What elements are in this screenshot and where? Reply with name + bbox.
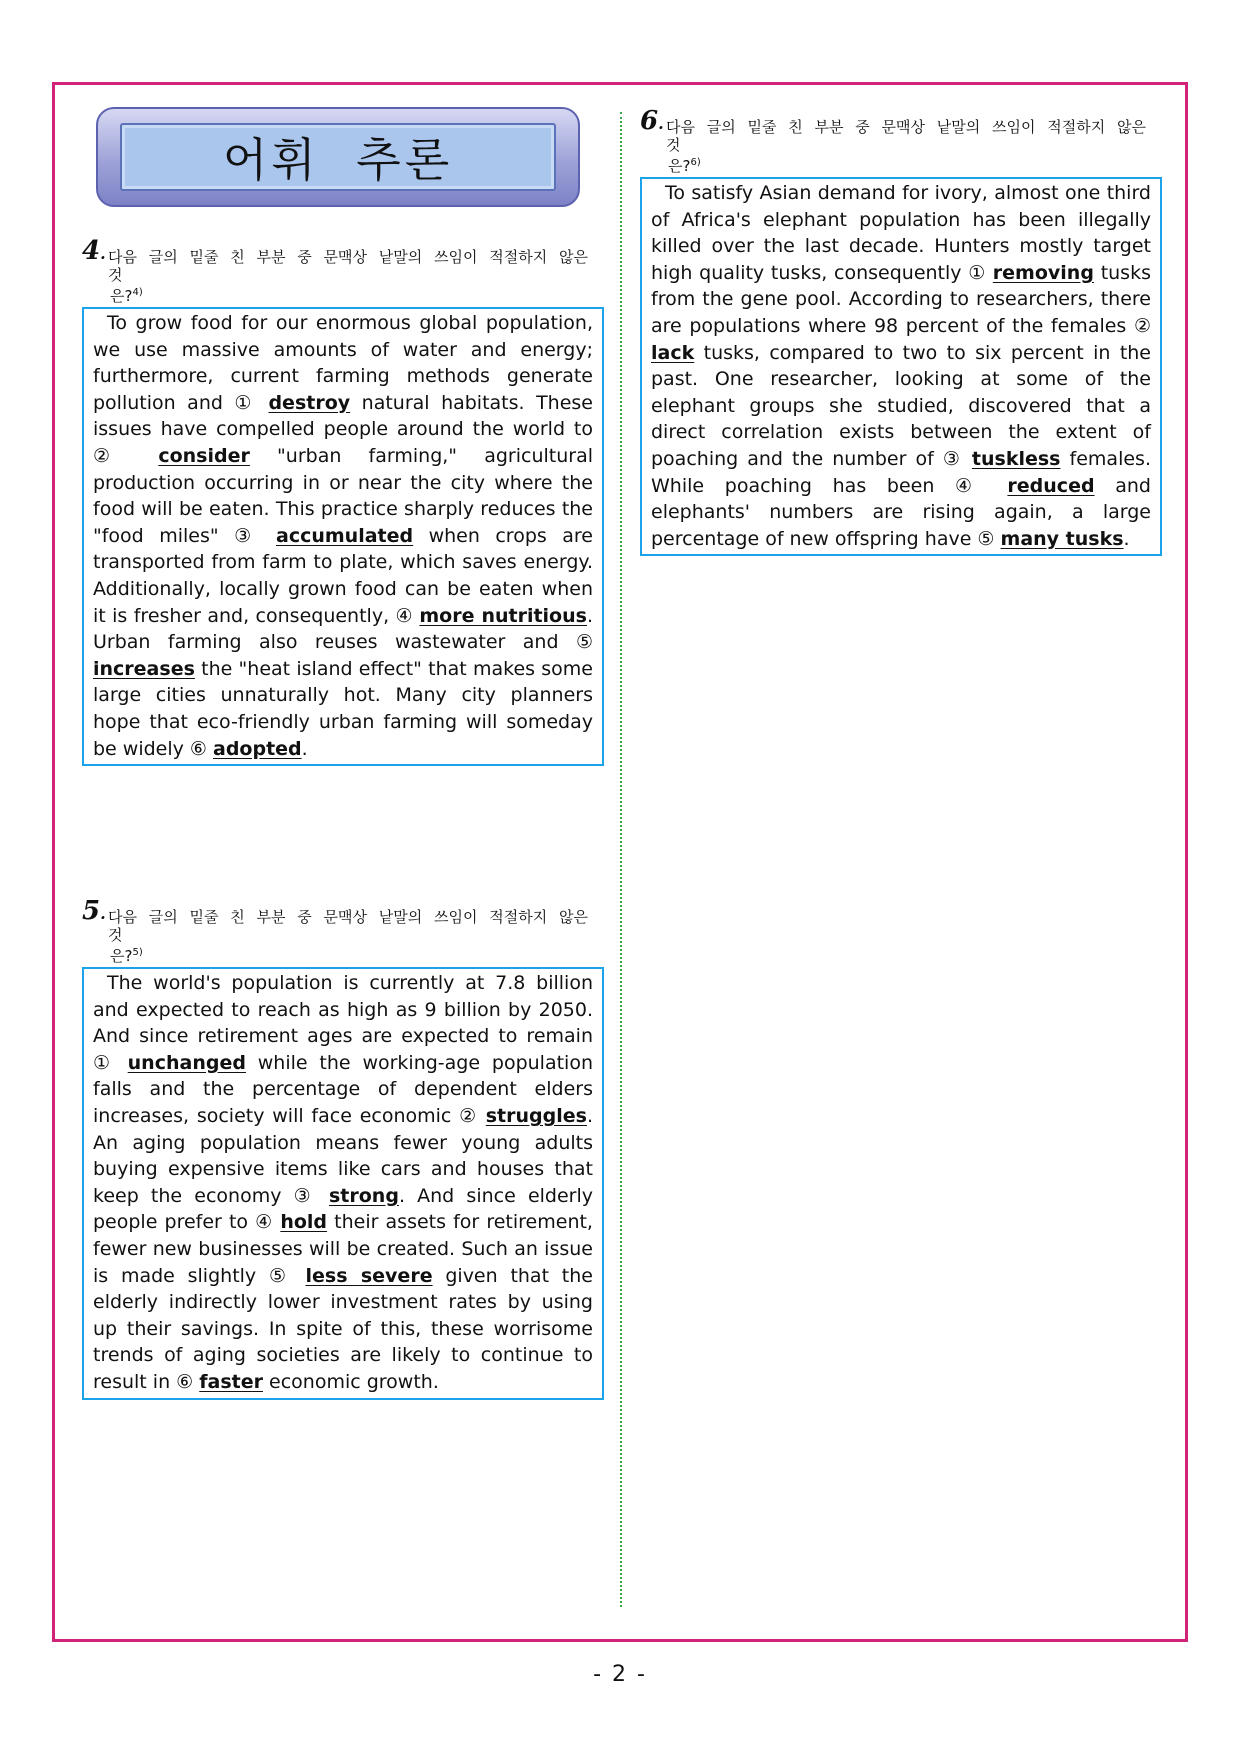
passage-segment: economic growth. [262,1370,439,1393]
question-5 [82,896,604,1400]
passage-segment: The world's population is currently at 7.8 billion and expected to reach as high as 9 billion by 2050. And since retirement ages are expected to remain ① [93,972,593,1074]
passage-segment: To satisfy Asian demand for ivory, almost one third of Africa's elephant population has been illegally killed over the last decade. Hunters mostly target high quality tusks, consequently ① [651,182,1151,284]
underlined-word: hold [280,1211,328,1234]
passage-box [82,307,604,766]
underlined-word: increases [93,657,195,680]
question-number: 4. [82,236,106,266]
passage-segment: given that the elderly indirectly lower investment rates by using up their savings. In spite of this, these worrisome trends of aging societies are likely to continue to result in ⑥ [93,1264,593,1393]
underlined-word: more nutritious [419,604,587,627]
passage-segment: natural habitats. These issues have compelled people around the world to ② [93,391,594,467]
passage-segment: . An aging population means fewer young adults buying expensive items like cars and houses that keep the economy ③ [93,1104,593,1207]
passage-box [640,177,1162,556]
section-banner [96,107,580,207]
underlined-word: faster [199,1370,263,1393]
passage-box [82,967,604,1400]
underlined-word: reduced [1007,474,1095,497]
passage-segment: tusks from the gene pool. According to researchers, there are populations where 98 percent of the females ② [651,261,1151,337]
passage-segment: when crops are transported from farm to plate, which saves energy. Additionally, locally grown food can be eaten when it is fresher and, consequently, ④ [93,524,593,627]
question-4 [82,236,604,766]
underlined-word: adopted [213,737,302,760]
section-banner-inner [120,123,556,191]
passage-segment: the "heat island effect" that makes some large cities unnaturally hot. Many city planners hope that eco-friendly urban farming will someday be widely ⑥ [93,657,593,760]
underlined-word: struggles [485,1104,587,1127]
passage-segment: while the working-age population falls and the percentage of dependent elders increases, society will face economic ② [93,1051,593,1127]
passage-segment: their assets for retirement, fewer new businesses will be created. Such an issue is made slightly ⑤ [93,1211,593,1287]
passage-segment: tusks, compared to two to six percent in the past. One researcher, looking at some of the elephant groups she studied, discovered that a direct correlation exists between the extent of poaching and the number of ③ [651,341,1151,470]
question-number: 6. [640,106,664,136]
underlined-word: accumulated [276,524,414,547]
underlined-word: destroy [268,391,351,414]
question-number: 5. [82,896,106,926]
passage-segment: . [301,737,308,760]
underlined-word: less severe [305,1264,433,1287]
passage-segment: and elephants' numbers are rising again, a large percentage of new offspring have ⑤ [651,474,1151,550]
column-divider [620,112,622,1607]
page-number: - 2 - [593,1662,647,1687]
question-5-instruction: 5. 다음 글의 밑줄 친 부분 중 문맥상 낱말의 쓰임이 적절하지 않은 것 은?$^{5)}$ [82,896,588,965]
passage-segment: . Urban farming also reuses wastewater and ⑤ [93,604,593,654]
passage-text [651,180,1151,552]
passage-segment: "urban farming," agricultural production occurring in or near the city where the food will be eaten. This practice sharply reduces the "food miles" ③ [93,444,593,547]
question-6-instruction: 6. 다음 글의 밑줄 친 부분 중 문맥상 낱말의 쓰임이 적절하지 않은 것 은?$^{6)}$ [640,106,1146,175]
question-4-instruction: 4. 다음 글의 밑줄 친 부분 중 문맥상 낱말의 쓰임이 적절하지 않은 것 은?$^{4)}$ [82,236,588,305]
passage-segment: . And since elderly people prefer to ④ [93,1184,593,1234]
underlined-word: lack [651,341,695,364]
underlined-word: tuskless [971,447,1061,470]
underlined-word: strong [328,1184,399,1207]
underlined-word: removing [992,261,1094,284]
section-title: 어휘 추론 [222,133,454,187]
passage-text [93,310,593,762]
passage-segment: females. While poaching has been ④ [651,447,1151,497]
passage-text [93,970,593,1396]
underlined-word: consider [158,444,250,467]
underlined-word: many tusks [1000,527,1124,550]
underlined-word: unchanged [127,1051,246,1074]
passage-segment: . [1123,527,1130,550]
question-6 [640,106,1162,556]
passage-segment: To grow food for our enormous global population, we use massive amounts of water and energy; furthermore, current farming methods generate pollution and ① [93,312,593,414]
